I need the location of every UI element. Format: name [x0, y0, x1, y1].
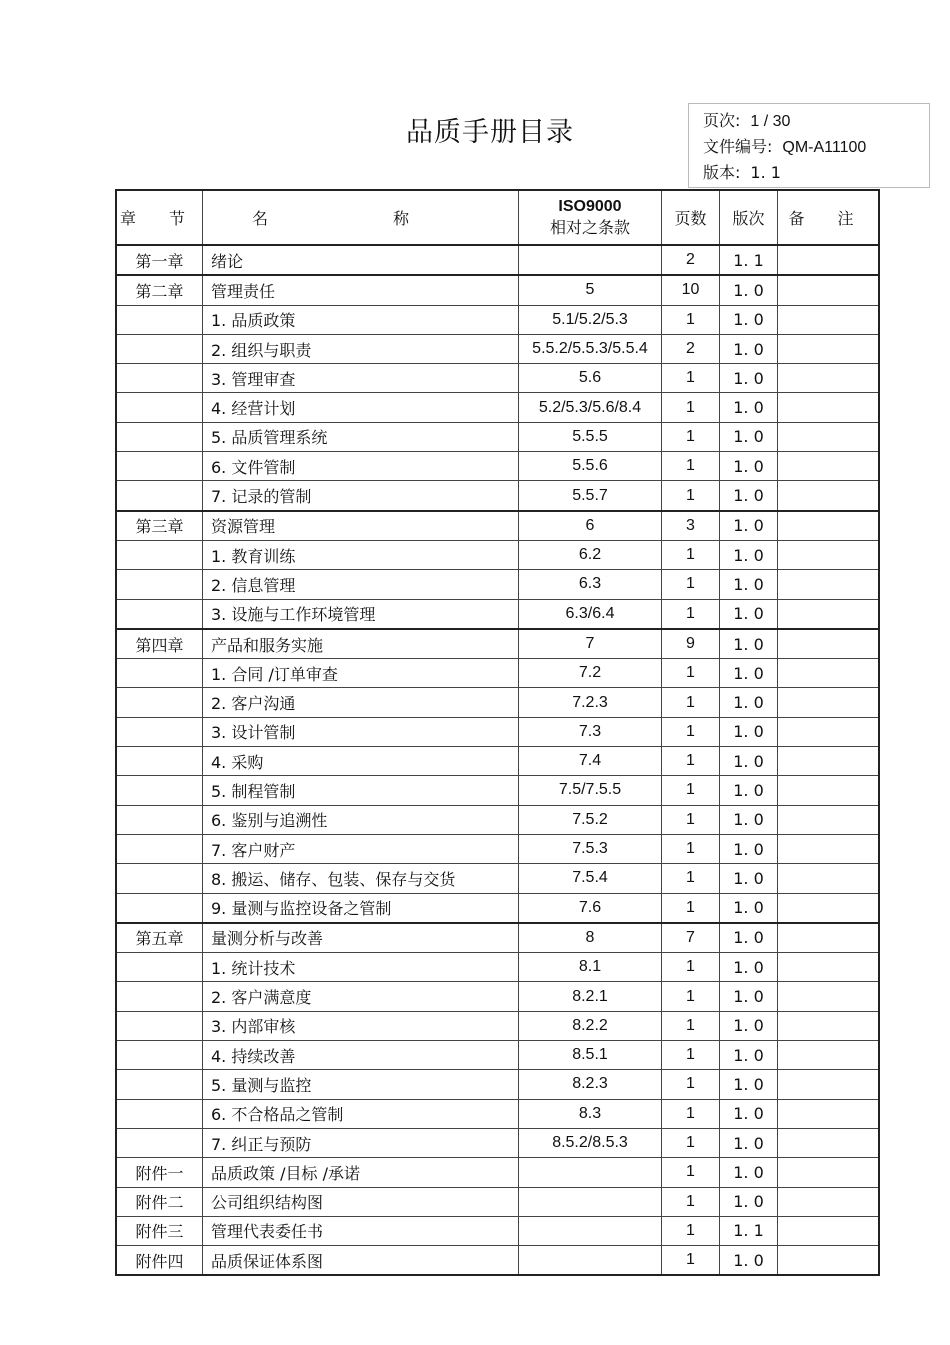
name-cell: 管理责任	[203, 275, 519, 305]
table-row	[116, 1187, 879, 1216]
table-row	[116, 805, 879, 834]
name-cell: 6. 不合格品之管制	[203, 1099, 519, 1128]
name-cell: 2. 组织与职责	[203, 334, 519, 363]
pages-cell: 1	[662, 1041, 720, 1070]
version-cell: 1. 0	[720, 305, 778, 334]
remark-cell	[778, 540, 880, 569]
remark-cell	[778, 1158, 880, 1187]
pages-cell: 7	[662, 923, 720, 953]
table-row	[116, 982, 879, 1011]
iso-clause-cell: 8.5.2/8.5.3	[519, 1128, 662, 1157]
table-row	[116, 1011, 879, 1040]
table-row	[116, 717, 879, 746]
version-cell: 1. 0	[720, 393, 778, 422]
name-cell: 8. 搬运、储存、包装、保存与交货	[203, 864, 519, 893]
version-cell: 1. 0	[720, 717, 778, 746]
table-row	[116, 540, 879, 569]
chapter-cell: 第五章	[116, 923, 203, 953]
iso-clause-cell: 5.5.5	[519, 422, 662, 451]
page-info	[703, 108, 929, 134]
name-cell: 3. 内部审核	[203, 1011, 519, 1040]
chapter-cell	[116, 452, 203, 481]
remark-cell	[778, 245, 880, 275]
chapter-cell: 附件三	[116, 1216, 203, 1245]
table-row	[116, 570, 879, 599]
name-cell: 1. 教育训练	[203, 540, 519, 569]
version-cell: 1. 0	[720, 364, 778, 393]
iso-clause-cell: 7.5.2	[519, 805, 662, 834]
iso-clause-cell: 8.1	[519, 953, 662, 982]
table-row	[116, 1128, 879, 1157]
chapter-cell	[116, 805, 203, 834]
name-cell: 5. 制程管制	[203, 776, 519, 805]
chapter-cell: 第四章	[116, 629, 203, 659]
iso-clause-cell: 5.6	[519, 364, 662, 393]
version-cell: 1. 0	[720, 923, 778, 953]
table-row	[116, 747, 879, 776]
iso-clause-cell: 8.2.1	[519, 982, 662, 1011]
pages-cell: 1	[662, 776, 720, 805]
iso-clause-cell: 5	[519, 275, 662, 305]
file-number-value: QM-A11100	[782, 139, 867, 156]
table-row	[116, 776, 879, 805]
table-row	[116, 1246, 879, 1276]
pages-cell: 10	[662, 275, 720, 305]
version-cell: 1. 0	[720, 805, 778, 834]
remark-cell	[778, 1128, 880, 1157]
remark-cell	[778, 1041, 880, 1070]
iso-clause-cell: 6.2	[519, 540, 662, 569]
chapter-cell: 第二章	[116, 275, 203, 305]
table-row	[116, 1099, 879, 1128]
remark-cell	[778, 305, 880, 334]
chapter-cell: 附件四	[116, 1246, 203, 1276]
table-row	[116, 452, 879, 481]
name-cell: 量测分析与改善	[203, 923, 519, 953]
table-row	[116, 1158, 879, 1187]
pages-cell: 2	[662, 334, 720, 363]
name-cell: 5. 量测与监控	[203, 1070, 519, 1099]
name-cell: 3. 设施与工作环境管理	[203, 599, 519, 629]
name-cell: 产品和服务实施	[203, 629, 519, 659]
version-cell: 1. 0	[720, 1187, 778, 1216]
chapter-cell	[116, 334, 203, 363]
name-cell: 4. 经营计划	[203, 393, 519, 422]
remark-cell	[778, 864, 880, 893]
iso-clause-cell: 7.4	[519, 747, 662, 776]
remark-cell	[778, 805, 880, 834]
remark-cell	[778, 747, 880, 776]
name-cell: 6. 文件管制	[203, 452, 519, 481]
remark-cell	[778, 481, 880, 511]
name-cell: 公司组织结构图	[203, 1187, 519, 1216]
version-cell: 1. 0	[720, 1246, 778, 1276]
table-row	[116, 422, 879, 451]
remark-cell	[778, 1011, 880, 1040]
name-cell: 9. 量测与监控设备之管制	[203, 893, 519, 923]
version-cell: 1. 0	[720, 688, 778, 717]
version-cell: 1. 0	[720, 599, 778, 629]
table-row	[116, 1041, 879, 1070]
iso-clause-cell: 7	[519, 629, 662, 659]
iso-clause-cell: 7.2.3	[519, 688, 662, 717]
iso-clause-cell: 7.3	[519, 717, 662, 746]
chapter-cell	[116, 1128, 203, 1157]
remark-cell	[778, 688, 880, 717]
chapter-cell	[116, 599, 203, 629]
remark-cell	[778, 334, 880, 363]
chapter-cell	[116, 422, 203, 451]
chapter-cell	[116, 570, 203, 599]
table-row	[116, 481, 879, 511]
name-cell: 4. 采购	[203, 747, 519, 776]
chapter-cell: 附件一	[116, 1158, 203, 1187]
chapter-cell	[116, 953, 203, 982]
remark-cell	[778, 982, 880, 1011]
header-iso-line2: 相对之条款	[549, 217, 630, 237]
table-row	[116, 629, 879, 659]
table-row	[116, 364, 879, 393]
header-iso	[519, 190, 662, 245]
remark-cell	[778, 893, 880, 923]
remark-cell	[778, 953, 880, 982]
version-cell: 1. 0	[720, 834, 778, 863]
version-cell: 1. 0	[720, 1011, 778, 1040]
iso-clause-cell: 6	[519, 511, 662, 541]
chapter-cell	[116, 364, 203, 393]
iso-clause-cell: 6.3	[519, 570, 662, 599]
remark-cell	[778, 1070, 880, 1099]
pages-cell: 1	[662, 688, 720, 717]
pages-cell: 1	[662, 1128, 720, 1157]
name-cell: 5. 品质管理系统	[203, 422, 519, 451]
pages-cell: 1	[662, 1216, 720, 1245]
version-cell: 1. 0	[720, 1041, 778, 1070]
pages-cell: 1	[662, 659, 720, 688]
version-cell: 1. 0	[720, 275, 778, 305]
name-cell: 1. 统计技术	[203, 953, 519, 982]
pages-cell: 1	[662, 481, 720, 511]
pages-cell: 1	[662, 834, 720, 863]
remark-cell	[778, 1099, 880, 1128]
remark-cell	[778, 393, 880, 422]
pages-cell: 1	[662, 393, 720, 422]
remark-cell	[778, 1187, 880, 1216]
pages-cell: 1	[662, 1187, 720, 1216]
toc-body	[116, 245, 879, 1275]
version-cell: 1. 0	[720, 570, 778, 599]
table-row	[116, 393, 879, 422]
iso-clause-cell: 5.2/5.3/5.6/8.4	[519, 393, 662, 422]
iso-clause-cell: 8.2.2	[519, 1011, 662, 1040]
name-cell: 绪论	[203, 245, 519, 275]
name-cell: 2. 客户满意度	[203, 982, 519, 1011]
chapter-cell	[116, 688, 203, 717]
pages-cell: 3	[662, 511, 720, 541]
pages-cell: 1	[662, 305, 720, 334]
header-chapter: 章 节	[116, 190, 203, 245]
name-cell: 2. 信息管理	[203, 570, 519, 599]
iso-clause-cell: 8.2.3	[519, 1070, 662, 1099]
name-cell: 3. 设计管制	[203, 717, 519, 746]
remark-cell	[778, 422, 880, 451]
remark-cell	[778, 275, 880, 305]
name-cell: 品质保证体系图	[203, 1246, 519, 1276]
pages-cell: 1	[662, 717, 720, 746]
version-cell: 1. 0	[720, 481, 778, 511]
chapter-cell	[116, 1011, 203, 1040]
remark-cell	[778, 629, 880, 659]
header-version: 版次	[720, 190, 778, 245]
pages-cell: 1	[662, 747, 720, 776]
version-cell: 1. 0	[720, 982, 778, 1011]
header-pages: 页数	[662, 190, 720, 245]
pages-cell: 1	[662, 1158, 720, 1187]
name-cell: 资源管理	[203, 511, 519, 541]
chapter-cell: 附件二	[116, 1187, 203, 1216]
remark-cell	[778, 923, 880, 953]
pages-cell: 1	[662, 422, 720, 451]
chapter-cell: 第一章	[116, 245, 203, 275]
table-row	[116, 688, 879, 717]
remark-cell	[778, 599, 880, 629]
table-row	[116, 511, 879, 541]
chapter-cell	[116, 1070, 203, 1099]
pages-cell: 1	[662, 540, 720, 569]
iso-clause-cell: 8	[519, 923, 662, 953]
version-cell: 1. 0	[720, 422, 778, 451]
file-number-info	[703, 134, 929, 160]
remark-cell	[778, 834, 880, 863]
remark-cell	[778, 1216, 880, 1245]
iso-clause-cell: 8.5.1	[519, 1041, 662, 1070]
pages-cell: 1	[662, 1011, 720, 1040]
name-cell: 6. 鉴别与追溯性	[203, 805, 519, 834]
table-row	[116, 893, 879, 923]
remark-cell	[778, 570, 880, 599]
table-row	[116, 834, 879, 863]
table-row	[116, 659, 879, 688]
table-row	[116, 1070, 879, 1099]
page-label: 页次:	[703, 111, 741, 130]
table-row	[116, 334, 879, 363]
chapter-cell	[116, 717, 203, 746]
name-cell: 3. 管理审查	[203, 364, 519, 393]
version-value: 1. 1	[750, 163, 781, 182]
chapter-cell	[116, 305, 203, 334]
name-cell: 7. 客户财产	[203, 834, 519, 863]
remark-cell	[778, 364, 880, 393]
pages-cell: 1	[662, 1099, 720, 1128]
chapter-cell	[116, 393, 203, 422]
pages-cell: 1	[662, 805, 720, 834]
chapter-cell	[116, 776, 203, 805]
iso-clause-cell: 7.5/7.5.5	[519, 776, 662, 805]
name-cell: 品质政策 /目标 /承诺	[203, 1158, 519, 1187]
chapter-cell: 第三章	[116, 511, 203, 541]
version-cell: 1. 1	[720, 1216, 778, 1245]
pages-cell: 1	[662, 599, 720, 629]
table-row	[116, 923, 879, 953]
version-cell: 1. 0	[720, 776, 778, 805]
pages-cell: 1	[662, 864, 720, 893]
table-row	[116, 245, 879, 275]
iso-clause-cell: 5.1/5.2/5.3	[519, 305, 662, 334]
page-value: 1 / 30	[750, 113, 791, 130]
version-cell: 1. 0	[720, 953, 778, 982]
iso-clause-cell: 5.5.7	[519, 481, 662, 511]
remark-cell	[778, 776, 880, 805]
table-row	[116, 864, 879, 893]
pages-cell: 9	[662, 629, 720, 659]
version-cell: 1. 0	[720, 747, 778, 776]
toc-header-row	[116, 190, 879, 245]
remark-cell	[778, 452, 880, 481]
chapter-cell	[116, 864, 203, 893]
version-cell: 1. 0	[720, 1128, 778, 1157]
chapter-cell	[116, 1041, 203, 1070]
chapter-cell	[116, 481, 203, 511]
chapter-cell	[116, 659, 203, 688]
iso-clause-cell: 7.2	[519, 659, 662, 688]
pages-cell: 1	[662, 452, 720, 481]
iso-clause-cell: 7.5.4	[519, 864, 662, 893]
chapter-cell	[116, 540, 203, 569]
version-cell: 1. 0	[720, 1070, 778, 1099]
version-cell: 1. 0	[720, 629, 778, 659]
header-remark: 备 注	[778, 190, 880, 245]
iso-clause-cell: 6.3/6.4	[519, 599, 662, 629]
pages-cell: 1	[662, 982, 720, 1011]
remark-cell	[778, 717, 880, 746]
version-cell: 1. 0	[720, 511, 778, 541]
pages-cell: 2	[662, 245, 720, 275]
table-row	[116, 305, 879, 334]
remark-cell	[778, 1246, 880, 1276]
version-cell: 1. 1	[720, 245, 778, 275]
iso-clause-cell	[519, 1216, 662, 1245]
document-title: 品质手册目录	[406, 117, 574, 148]
remark-cell	[778, 659, 880, 688]
name-cell: 1. 品质政策	[203, 305, 519, 334]
file-number-label: 文件编号:	[703, 137, 773, 156]
document-info-box	[688, 103, 930, 188]
remark-cell	[778, 511, 880, 541]
pages-cell: 1	[662, 570, 720, 599]
iso-clause-cell	[519, 1246, 662, 1276]
name-cell: 4. 持续改善	[203, 1041, 519, 1070]
pages-cell: 1	[662, 1070, 720, 1099]
iso-clause-cell: 8.3	[519, 1099, 662, 1128]
version-label: 版本:	[703, 163, 741, 182]
table-row	[116, 1216, 879, 1245]
pages-cell: 1	[662, 953, 720, 982]
header-name: 名 称	[203, 190, 519, 245]
toc-table	[115, 189, 880, 1276]
pages-cell: 1	[662, 1246, 720, 1276]
version-cell: 1. 0	[720, 334, 778, 363]
name-cell: 2. 客户沟通	[203, 688, 519, 717]
header-iso-line1: ISO9000	[558, 197, 622, 215]
iso-clause-cell: 7.5.3	[519, 834, 662, 863]
table-row	[116, 599, 879, 629]
version-cell: 1. 0	[720, 864, 778, 893]
version-cell: 1. 0	[720, 893, 778, 923]
table-row	[116, 275, 879, 305]
iso-clause-cell	[519, 1158, 662, 1187]
iso-clause-cell: 7.6	[519, 893, 662, 923]
name-cell: 7. 纠正与预防	[203, 1128, 519, 1157]
name-cell: 7. 记录的管制	[203, 481, 519, 511]
name-cell: 管理代表委任书	[203, 1216, 519, 1245]
name-cell: 1. 合同 /订单审查	[203, 659, 519, 688]
version-info	[703, 160, 929, 185]
version-cell: 1. 0	[720, 659, 778, 688]
chapter-cell	[116, 1099, 203, 1128]
chapter-cell	[116, 834, 203, 863]
chapter-cell	[116, 747, 203, 776]
iso-clause-cell	[519, 245, 662, 275]
version-cell: 1. 0	[720, 1099, 778, 1128]
iso-clause-cell: 5.5.2/5.5.3/5.5.4	[519, 334, 662, 363]
table-row	[116, 953, 879, 982]
chapter-cell	[116, 982, 203, 1011]
version-cell: 1. 0	[720, 452, 778, 481]
iso-clause-cell	[519, 1187, 662, 1216]
pages-cell: 1	[662, 364, 720, 393]
iso-clause-cell: 5.5.6	[519, 452, 662, 481]
version-cell: 1. 0	[720, 1158, 778, 1187]
version-cell: 1. 0	[720, 540, 778, 569]
pages-cell: 1	[662, 893, 720, 923]
chapter-cell	[116, 893, 203, 923]
